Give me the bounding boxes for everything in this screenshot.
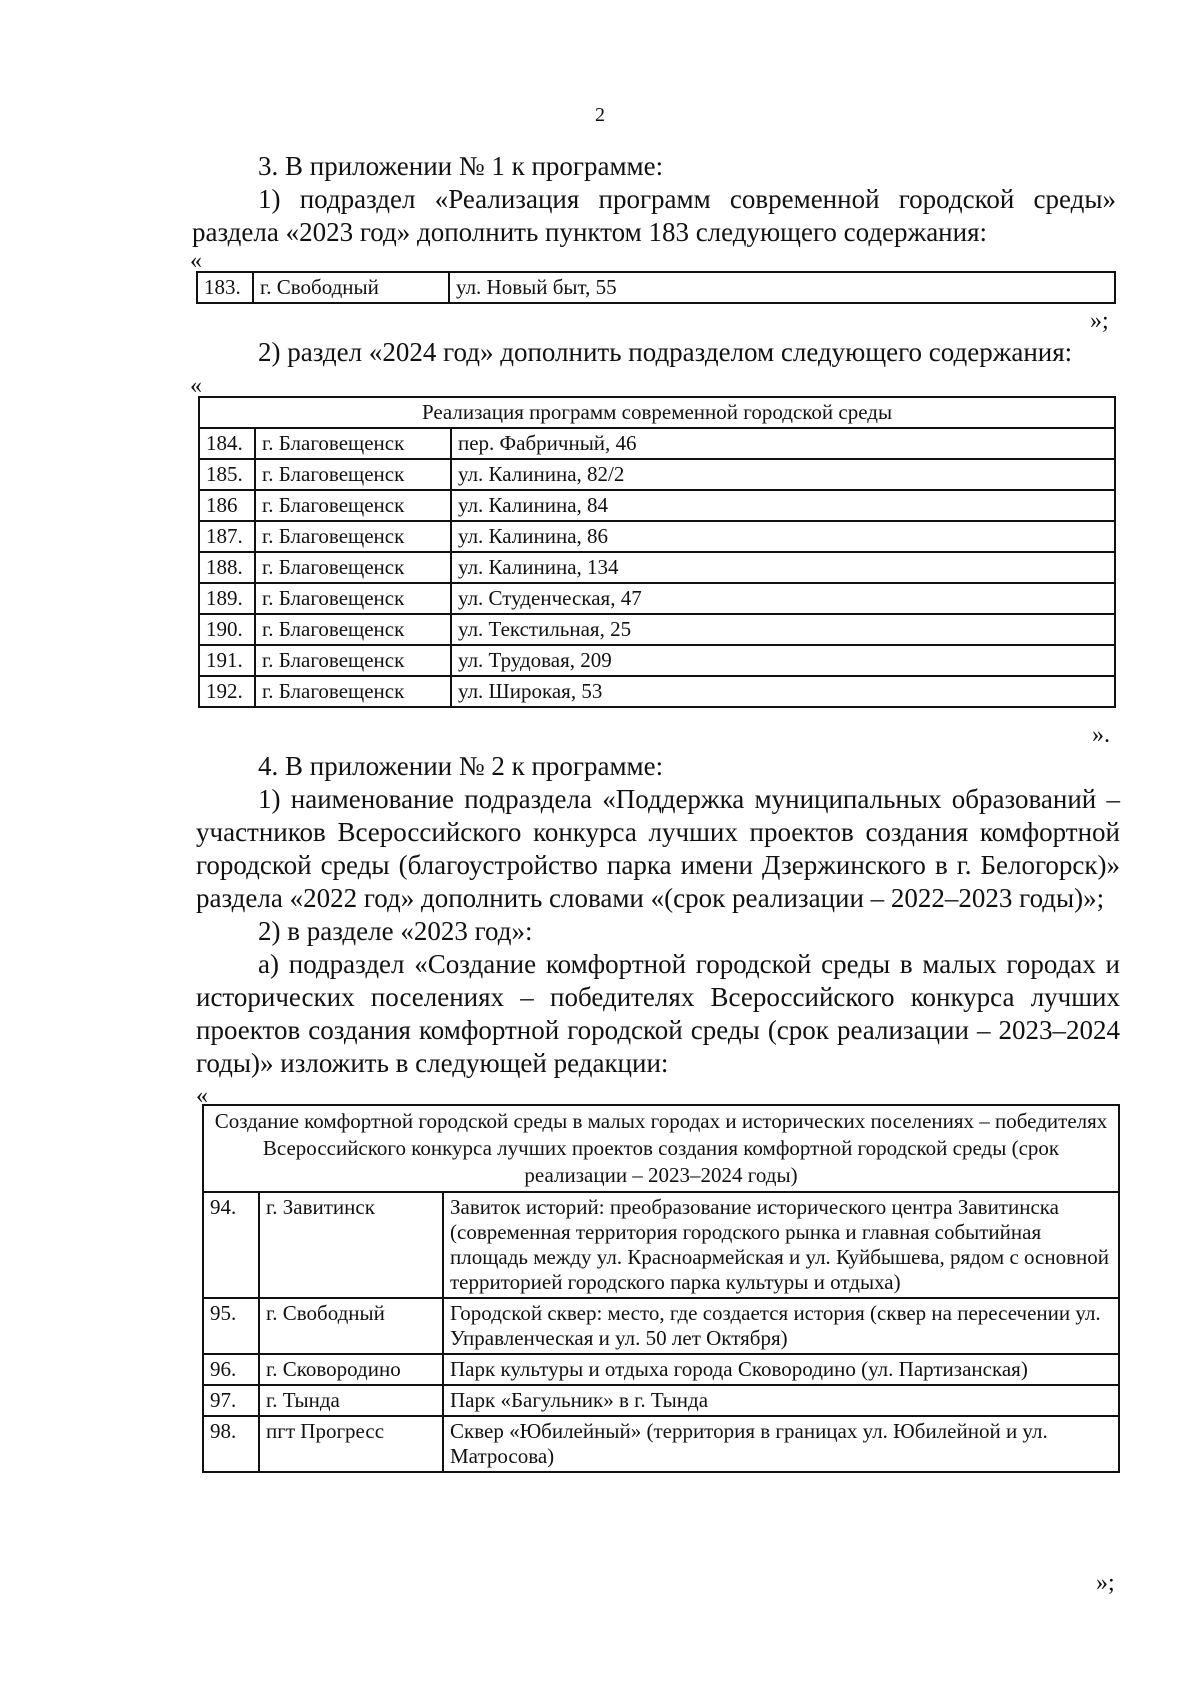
cell-num: 185. [199,459,255,490]
cell-address: ул. Калинина, 82/2 [451,459,1115,490]
paragraph-4-1-line3: городской среды (благоустройство парка имени Дзержинского в г. Белогорск)» [196,850,1120,880]
table-row [199,428,1115,459]
cell-num: 191. [199,645,255,676]
table-row [203,1298,1119,1354]
cell-city: г. Благовещенск [255,645,451,676]
table-row [199,459,1115,490]
cell-address: ул. Студенческая, 47 [451,583,1115,614]
table2-title: Реализация программ современной городской среды [199,397,1115,428]
table-row [203,1192,1119,1298]
cell-city: г. Благовещенск [255,614,451,645]
open-quote-1: « [190,248,202,274]
cell-city: г. Тында [259,1385,443,1416]
cell-city: г. Благовещенск [255,459,451,490]
cell-num: 187. [199,521,255,552]
paragraph-4-2: 2) в разделе «2023 год»: [258,916,533,946]
open-quote-3: « [196,1083,208,1109]
cell-address: ул. Калинина, 86 [451,521,1115,552]
cell-num: 95. [203,1298,259,1354]
cell-num: 190. [199,614,255,645]
paragraph-3: 3. В приложении № 1 к программе: [258,151,664,181]
cell-text: Парк культуры и отдыха города Сковородино (ул. Партизанская) [443,1354,1119,1385]
paragraph-3-2: 2) раздел «2024 год» дополнить подразделом следующего содержания: [258,337,1073,367]
table-row [203,1416,1119,1472]
table-row [199,490,1115,521]
cell-city: г. Благовещенск [255,583,451,614]
cell-text: Парк «Багульник» в г. Тында [443,1385,1119,1416]
cell-city: г. Свободный [253,272,449,303]
paragraph-4-1-line2: участников Всероссийского конкурса лучших проектов создания комфортной [196,817,1120,847]
cell-city: г. Благовещенск [255,676,451,707]
cell-address: ул. Широкая, 53 [451,676,1115,707]
table-row [197,272,1115,303]
paragraph-4-2a-line2: исторических поселениях – победителях Всероссийского конкурса лучших [196,982,1120,1012]
table-2023-small-towns [202,1104,1120,1473]
table3-title: Создание комфортной городской среды в малых городах и исторических поселениях – победителях Всероссийского конкурса лучших проектов создания комфортной городской среды (срок реализации – 2023–2024 годы) [203,1105,1119,1192]
cell-address: ул. Калинина, 134 [451,552,1115,583]
paragraph-3-1-line2: раздела «2023 год» дополнить пунктом 183 следующего содержания: [192,217,987,247]
cell-city: г. Благовещенск [255,552,451,583]
paragraph-4-1-line1: 1) наименование подраздела «Поддержка муниципальных образований – [258,784,1120,814]
table-row [199,676,1115,707]
close-quote-3: »; [1096,1570,1115,1596]
table-2024-subsection [198,396,1116,708]
paragraph-4-2a-line3: проектов создания комфортной городской среды (срок реализации – 2023–2024 [196,1015,1120,1045]
cell-address: ул. Новый быт, 55 [449,272,1115,303]
cell-num: 189. [199,583,255,614]
close-quote-2: ». [1092,722,1110,748]
paragraph-4-2a-line1: а) подраздел «Создание комфортной городской среды в малых городах и [258,949,1120,979]
close-quote-1: »; [1090,308,1109,334]
cell-address: ул. Трудовая, 209 [451,645,1115,676]
cell-text: Завиток историй: преобразование исторического центра Завитинска (современная территория городского рынка и главная событийная площадь между ул. Красноармейская и ул. Куйбышева, рядом с основной территорией городского парка культуры и отдыха) [443,1192,1119,1298]
cell-num: 94. [203,1192,259,1298]
cell-num: 188. [199,552,255,583]
table-row [199,552,1115,583]
cell-text: Сквер «Юбилейный» (территория в границах ул. Юбилейной и ул. Матросова) [443,1416,1119,1472]
cell-city: г. Благовещенск [255,521,451,552]
paragraph-4-2a-line4: годы)» изложить в следующей редакции: [196,1048,669,1078]
cell-city: г. Завитинск [259,1192,443,1298]
cell-city: г. Свободный [259,1298,443,1354]
table-row [199,521,1115,552]
table-row [199,614,1115,645]
cell-city: пгт Прогресс [259,1416,443,1472]
paragraph-3-1-line1: 1) подраздел «Реализация программ современной городской среды» [258,184,1116,214]
paragraph-4: 4. В приложении № 2 к программе: [258,751,664,781]
cell-num: 96. [203,1354,259,1385]
cell-text: Городской сквер: место, где создается история (сквер на пересечении ул. Управленческая и ул. 50 лет Октября) [443,1298,1119,1354]
cell-city: г. Благовещенск [255,490,451,521]
table-row [199,645,1115,676]
cell-city: г. Благовещенск [255,428,451,459]
page-number: 2 [595,104,605,126]
cell-address: пер. Фабричный, 46 [451,428,1115,459]
paragraph-4-1-line4: раздела «2022 год» дополнить словами «(срок реализации – 2022–2023 годы)»; [196,883,1105,913]
cell-num: 186 [199,490,255,521]
cell-city: г. Сковородино [259,1354,443,1385]
cell-address: ул. Калинина, 84 [451,490,1115,521]
cell-address: ул. Текстильная, 25 [451,614,1115,645]
table-row [203,1385,1119,1416]
open-quote-2: « [190,373,202,399]
cell-num: 98. [203,1416,259,1472]
cell-num: 184. [199,428,255,459]
table-row [199,583,1115,614]
cell-num: 97. [203,1385,259,1416]
cell-num: 192. [199,676,255,707]
table-addition-183 [196,271,1116,304]
table-row [203,1354,1119,1385]
cell-num: 183. [197,272,253,303]
